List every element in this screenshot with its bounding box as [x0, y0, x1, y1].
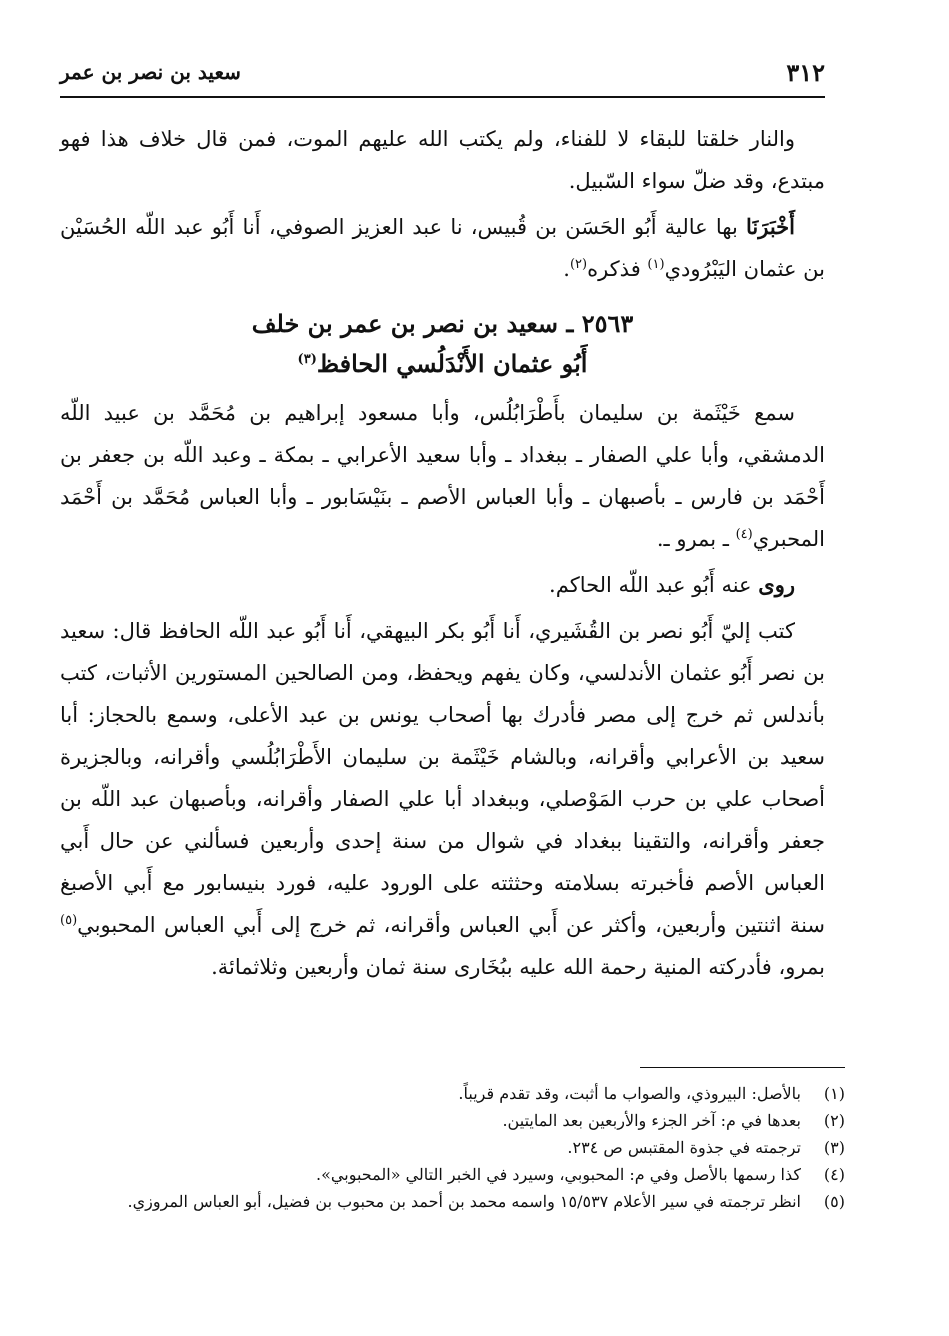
keyword-rawa: روى [758, 572, 795, 597]
footnote-item [60, 1134, 845, 1161]
paragraph-2-text-a: بها عالية أَبُو الحَسَن بن قُبيس، نا عبد العزيز الصوفي، أَنا أَبُو عبد اللّه الحُسَيْن بن عثمان اليَبْرُودي [60, 215, 825, 281]
footnote-number: (٢) [823, 1111, 845, 1130]
footnote-text: ترجمته في جذوة المقتبس ص ٢٣٤. [567, 1138, 801, 1157]
footnote-ref-4: (٤) [735, 527, 753, 542]
footnote-text: كذا رسمها بالأصل وفي م: المحبوبي، وسيرد في الخبر التالي «المحبوبي». [316, 1165, 801, 1184]
page-header [60, 52, 825, 98]
footnote-item [60, 1188, 845, 1215]
paragraph-5-text-a: كتب إليّ أَبُو نصر بن القُشَيري، أَنا أَبُو بكر البيهقي، أَنا أَبُو عبد اللّه الحافظ قال: سعيد بن نصر أَبُو عثمان الأندلسي، وكان يفهم ويحفظ، ومن الصالحين المستورين الأثبات، كتب بأندلس ثم خرج إلى مصر فأدرك بها أصحاب يونس بن عبد الأعلى، وسمع بالحجاز: أبا سعيد بن الأعرابي وأقرانه، وبالشام خَيْثَمة بن سليمان الأَطْرَابُلُسي وأقرانه، وبالجزيرة أصحاب علي بن حرب المَوْصلي، وببغداد أبا علي الصفار وأقرانه، وبأصبهان عبد اللّه بن جعفر وأقرانه، والتقينا ببغداد في شوال من سنة إحدى وأربعين فسألني عن حال أَبي العباس الأصم فأخبرته بسلامته وحثثته على الورود عليه، فورد بنيسابور مع أَبي الأصبغ سنة اثنتين وأربعين، وأكثر عن أَبي العباس وأقرانه، ثم خرج إلى أَبي العباس المحبوبي [60, 619, 825, 937]
footnote-text: انظر ترجمته في سير الأعلام ١٥/٥٣٧ واسمه محمد بن أحمد بن محبوب بن فضيل، أبو العباس المروزي. [127, 1192, 801, 1211]
footnote-ref-3: (٣) [297, 352, 317, 367]
footnote-item [60, 1161, 845, 1188]
paragraph-2 [60, 206, 825, 290]
footnote-number: (٣) [823, 1138, 845, 1157]
footnote-item [60, 1080, 845, 1107]
footnote-text: بالأصل: البيروذي، والصواب ما أثبت، وقد تقدم قريباً. [458, 1084, 801, 1103]
paragraph-5 [60, 610, 825, 988]
footnote-number: (١) [823, 1084, 845, 1103]
footnote-number: (٥) [823, 1192, 845, 1211]
footnote-text: بعدها في م: آخر الجزء والأربعين بعد المايتين. [502, 1111, 801, 1130]
page-number: ٣١٢ [786, 58, 825, 87]
entry-subtitle: أَبُو عثمان الأَنْدَلُسي الحافظ [316, 349, 588, 378]
entry-subtitle-line [60, 344, 825, 384]
paragraph-3-text-a: سمع خَيْثَمة بن سليمان بأَطْرَابُلُس، وأبا مسعود إبراهيم بن مُحَمَّد بن عبيد اللّه الدمشقي، وأبا علي الصفار ـ ببغداد ـ وأبا سعيد الأعرابي ـ بمكة ـ وعبد اللّه بن جعفر بن أَحْمَد بن فارس ـ بأصبهان ـ وأبا العباس الأصم ـ بنَيْسَابور ـ وأبا العباس مُحَمَّد بن أَحْمَد المحبري [60, 401, 825, 551]
footnote-ref-5: (٥) [60, 913, 78, 928]
footnote-ref-2: (٢) [569, 257, 588, 272]
paragraph-3 [60, 392, 825, 560]
paragraph-1: والنار خلقتا للبقاء لا للفناء، ولم يكتب الله عليهم الموت، فمن قال خلاف هذا فهو مبتدع، وقد ضلّ سواء السّبيل. [60, 127, 825, 193]
footnote-number: (٤) [823, 1165, 845, 1184]
paragraph-2-end: . [563, 257, 570, 281]
running-title: سعيد بن نصر بن عمر [60, 60, 241, 84]
footnote-item [60, 1107, 845, 1134]
paragraph-2-text-b: فذكره [587, 257, 641, 281]
footnote-ref-1: (١) [647, 257, 665, 272]
paragraph-5-text-b: بمرو، فأدركته المنية رحمة الله عليه ببُخَارى سنة ثمان وأربعين وثلاثمائة. [211, 955, 825, 979]
main-text [60, 118, 825, 988]
paragraph-4 [60, 564, 825, 606]
entry-title: ٢٥٦٣ ـ سعيد بن نصر بن عمر بن خلف [251, 309, 634, 338]
footnote-divider [640, 1067, 845, 1068]
paragraph-4-text: عنه أَبُو عبد اللّه الحاكم. [549, 573, 752, 597]
footnotes [60, 1080, 845, 1215]
paragraph-3-text-b: ـ بمرو ـ. [656, 527, 729, 551]
entry-heading [60, 304, 825, 384]
keyword-akhbarana: أَخْبَرَنَا [746, 214, 795, 239]
